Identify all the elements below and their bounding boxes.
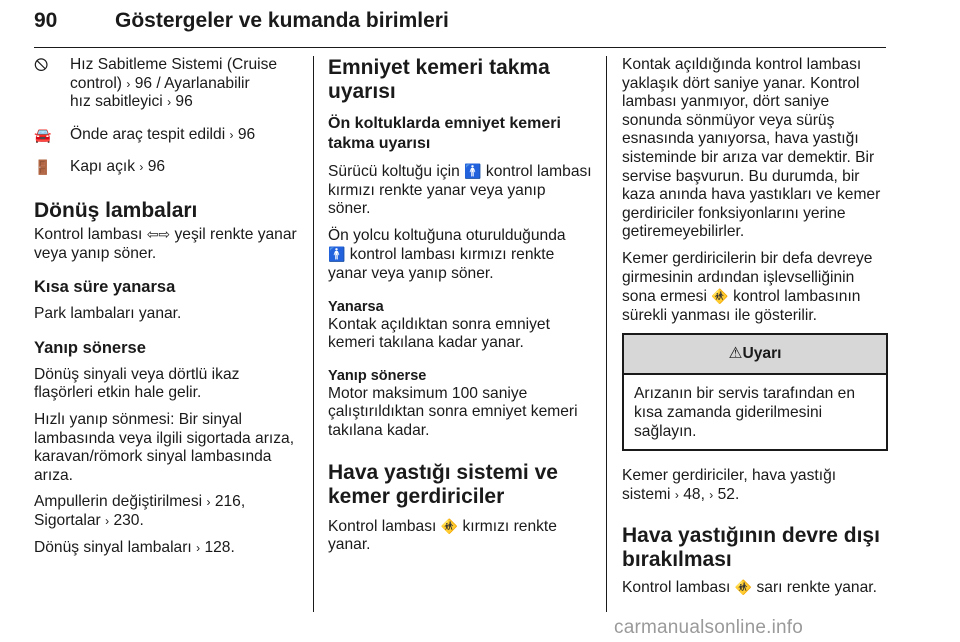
text: Kontrol lambası (622, 579, 731, 597)
airbag-icon: 🚸 (711, 288, 729, 305)
paragraph (34, 411, 304, 485)
entry-text: Kapı açık (70, 158, 136, 176)
text: yeşil renkte yanar (174, 225, 297, 243)
paragraph (34, 225, 304, 263)
text: girmesinin ardından işlevselliğinin (622, 268, 855, 286)
text: Kontrol lambası (34, 225, 143, 243)
paragraph (34, 539, 304, 558)
text: getiremeyebilirler. (622, 223, 745, 241)
page-ref-arrow-icon: › (674, 487, 679, 502)
cruise-control-icon: 🛇 (34, 57, 49, 73)
page-header (34, 9, 886, 49)
text: Arızanın bir servis tarafından en (634, 385, 856, 403)
text: servise başvurun. Bu durumda, bir (622, 167, 860, 185)
text: sürekli yanması ile gösterilir. (622, 306, 817, 324)
text: Kontak açıldığında kontrol lambası (622, 56, 862, 73)
page-ref-link[interactable]: 96 (237, 125, 256, 143)
subheading: Yanarsa (328, 298, 384, 315)
text: kemer gerdiriciler (328, 484, 505, 508)
text: kırmızı renkte yanar veya yanıp (328, 181, 546, 199)
text: Ön yolcu koltuğuna oturulduğunda (328, 226, 566, 244)
text: uyarısı (328, 80, 396, 103)
paragraph (622, 467, 888, 504)
page-ref-arrow-icon: › (206, 495, 211, 510)
text: sisteminde bir arıza var demektir. Bir (622, 148, 875, 166)
text: bırakılması (622, 548, 732, 572)
warning-box (622, 333, 888, 451)
text: Kemer gerdiriciler, hava yastığı (622, 467, 837, 485)
text: sağlayın. (634, 422, 697, 440)
text: Hava yastığı sistemi ve (328, 460, 558, 484)
column-divider-1 (313, 56, 314, 612)
text: karavan/römork sinyal lambasında (34, 448, 272, 466)
door-open-icon: 🚪 (34, 159, 52, 176)
text: kemeri takılana kadar yanar. (328, 334, 524, 352)
text: arıza. (34, 466, 73, 484)
column-1 (34, 56, 304, 565)
column-3 (622, 56, 888, 606)
page-ref-arrow-icon: › (139, 160, 144, 175)
paragraph (328, 227, 596, 284)
paragraph (34, 366, 304, 403)
page-ref-arrow-icon: › (196, 540, 201, 555)
column-2 (328, 56, 596, 563)
page-ref-link[interactable]: 128. (204, 538, 235, 556)
warning-icon: ⚠ (728, 345, 743, 363)
text: kontrol lambasının (733, 288, 861, 306)
header-divider (34, 47, 886, 48)
column-divider-2 (606, 56, 607, 612)
text: sarı renkte yanar. (756, 579, 877, 597)
text: yanar veya yanıp söner. (328, 264, 494, 282)
paragraph (328, 517, 596, 555)
text: flaşörleri etkin hale gelir. (34, 384, 202, 402)
text: çalıştırıldıktan sonra emniyet kemeri (328, 403, 578, 421)
turn-signal-icon: ⇦⇨ (146, 225, 171, 242)
section-heading (328, 461, 596, 509)
airbag-icon: 🚸 (440, 517, 459, 534)
text: Kontak açıldıktan sonra emniyet (328, 315, 550, 333)
text: Hava yastığının devre dışı (622, 524, 880, 548)
seatbelt-icon: 🚹 (464, 163, 482, 179)
page-ref-link[interactable]: 96 (147, 158, 166, 176)
text: Ön koltuklarda emniyet kemeri (328, 115, 561, 132)
text: kırmızı renkte (462, 517, 557, 535)
page-ref-link[interactable]: 216, (214, 493, 246, 511)
section-heading: Dönüş lambaları (34, 198, 198, 222)
subheading: Yanıp sönerse (34, 338, 146, 357)
text: sistemi (622, 485, 671, 503)
entry-vehicle-ahead (34, 126, 304, 145)
warning-header (624, 335, 886, 375)
text: Sigortalar (34, 511, 101, 529)
subheading: Kısa süre yanarsa (34, 278, 176, 297)
paragraph: Park lambaları yanar. (34, 305, 182, 323)
watermark: carmanualsonline.info (614, 617, 804, 638)
passenger-seatbelt-icon: 🚹 (328, 246, 346, 263)
text: lambası yanmıyor, dört saniye (622, 93, 830, 111)
page-ref-link[interactable]: 96 (175, 93, 193, 111)
text: lambasında veya ilgili sigortada arıza, (34, 429, 295, 447)
text: Sürücü koltuğu için (328, 163, 460, 180)
page-ref-arrow-icon: › (229, 127, 234, 142)
paragraph (328, 316, 596, 353)
page-ref-link[interactable]: 230. (113, 511, 144, 529)
text: yanar. (328, 536, 371, 554)
entry-text: Hız Sabitleme Sistemi (Cruise (70, 56, 278, 73)
page-ref-arrow-icon: › (105, 513, 110, 528)
text: Ampullerin değiştirilmesi (34, 493, 203, 511)
chapter-title: Göstergeler ve kumanda birimleri (115, 9, 449, 32)
text: Kontrol lambası (328, 517, 437, 535)
paragraph (34, 493, 304, 530)
section-heading (328, 56, 596, 104)
text: Dönüş sinyal lambaları (34, 538, 192, 556)
text: Emniyet kemeri takma (328, 56, 550, 79)
entry-cruise-control (34, 56, 304, 112)
paragraph (328, 385, 596, 441)
airbag-off-icon: 🚸 (734, 579, 753, 596)
paragraph (622, 578, 888, 598)
page-ref-arrow-icon: › (167, 95, 172, 110)
text: söner. (328, 200, 371, 218)
entry-text: Önde araç tespit edildi (70, 125, 226, 143)
paragraph (328, 162, 596, 219)
text: Motor maksimum 100 saniye (328, 384, 528, 402)
text: Kemer gerdiricilerin bir defa devreye (622, 249, 873, 267)
text: sona ermesi (622, 288, 707, 306)
section-heading (622, 524, 888, 572)
page-ref-link[interactable]: 52. (717, 485, 740, 503)
paragraph (622, 56, 888, 242)
text: veya yanıp söner. (34, 244, 157, 262)
paragraph (622, 250, 888, 325)
page-number: 90 (34, 9, 58, 32)
page-ref-link[interactable]: 96 / Ayarlanabilir (134, 74, 250, 92)
text: Hızlı yanıp sönmesi: Bir sinyal (34, 410, 242, 428)
warning-title: Uyarı (742, 345, 782, 363)
page-ref-arrow-icon: › (709, 487, 714, 502)
entry-text: control) (70, 74, 122, 92)
text: takma uyarısı (328, 135, 431, 152)
entry-door-open (34, 158, 304, 177)
text: esnasında yanıyorsa, hava yastığı (622, 130, 859, 148)
text: gerdiriciler fonksiyonlarını yerine (622, 204, 846, 222)
text: Dönüş sinyali veya dörtlü ikaz (34, 365, 240, 383)
vehicle-ahead-icon: 🚘 (34, 126, 52, 143)
text: kontrol lambası kırmızı renkte (349, 246, 555, 264)
subheading: Yanıp sönerse (328, 367, 427, 384)
entry-text: hız sabitleyici (70, 93, 163, 111)
warning-body (624, 375, 886, 449)
text: yaklaşık dört saniye yanar. Kontrol (622, 74, 860, 92)
subheading (328, 114, 596, 154)
text: takılana kadar. (328, 421, 430, 439)
text: kısa zamanda giderilmesini (634, 403, 823, 421)
text: sonunda sönmüyor veya sürüş (622, 111, 835, 129)
page-ref-link[interactable]: 48, (683, 485, 705, 503)
text: kaza anında hava yastıkları ve kemer (622, 186, 881, 204)
page-ref-arrow-icon: › (126, 76, 131, 91)
text: kontrol lambası (485, 163, 592, 180)
